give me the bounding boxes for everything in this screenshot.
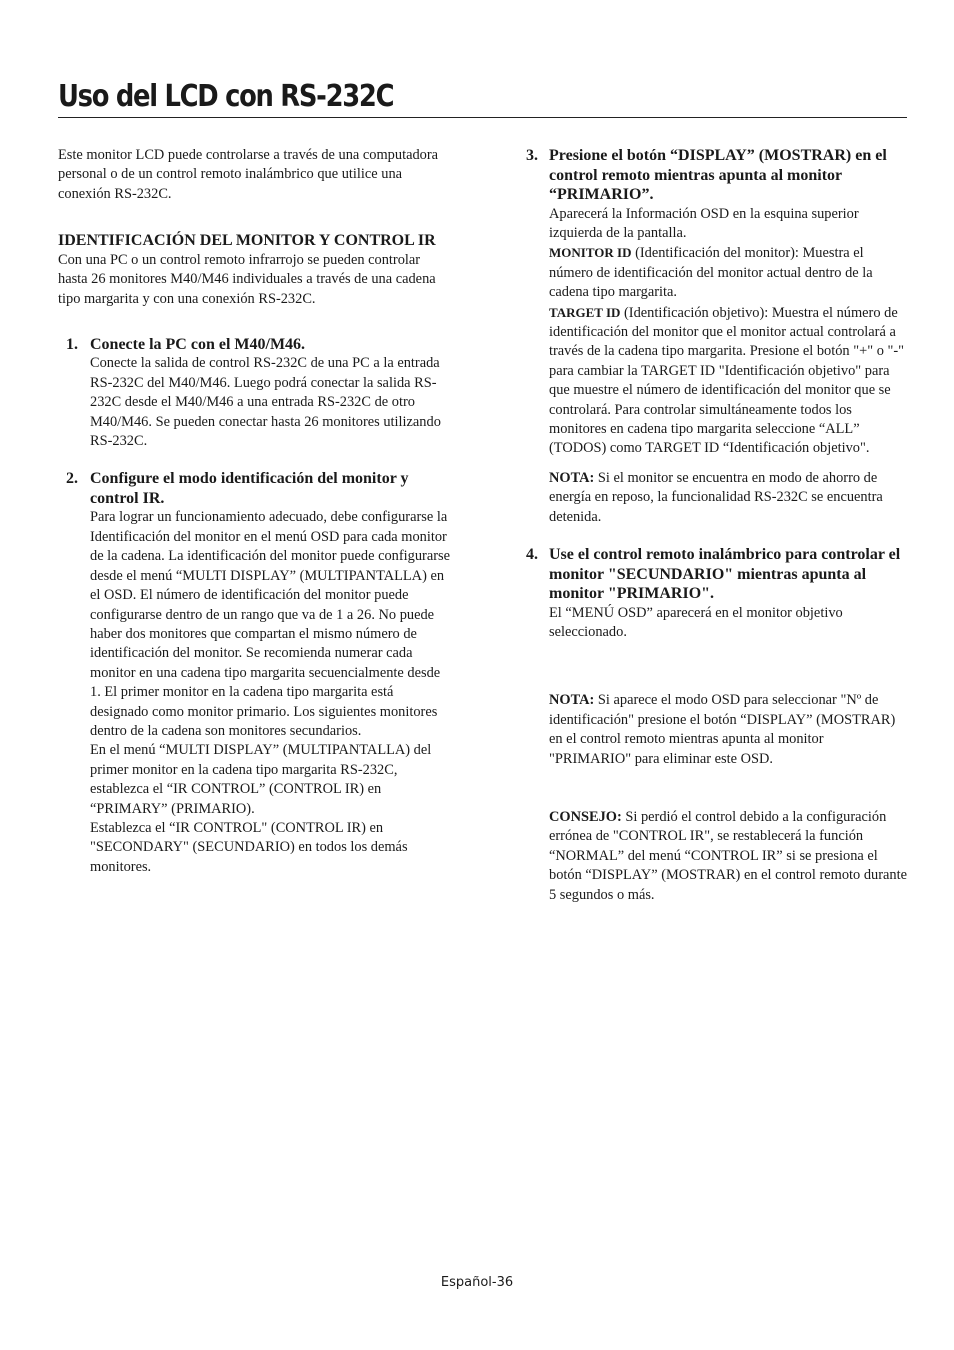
step-4 <box>524 545 908 905</box>
section-heading: IDENTIFICACIÓN DEL MONITOR Y CONTROL IR <box>58 232 436 250</box>
step-4-title: Use el control remoto inalámbrico para controlar el monitor "SECUNDARIO" mientras apunta al monitor "PRIMARIO". <box>549 546 901 602</box>
left-column <box>58 146 450 877</box>
tip-text: Si perdió el control debido a la configuración errónea de "CONTROL IR", se restablecerá la función “NORMAL” del menú “CONTROL IR” si se presiona el botón “DISPLAY” (MOSTRAR) en el control remoto durante 5 segundos o más. <box>549 808 907 903</box>
right-column <box>524 146 908 905</box>
intro-paragraph: Este monitor LCD puede controlarse a través de una computadora personal o de un control remoto inalámbrico que utilice una conexión RS-232C. <box>58 147 439 202</box>
step-1-number: 1. <box>66 335 78 353</box>
step-2-number: 2. <box>66 470 78 488</box>
monitor-id-label: MONITOR ID <box>549 245 632 261</box>
monitor-id-text: (Identificación del monitor): Muestra el número de identificación del monitor actual dentro de la cadena tipo margarita. <box>549 245 873 301</box>
step-2-body-3: Establezca el “IR CONTROL" (CONTROL IR) en "SECONDARY" (SECUNDARIO) en todos los demás monitores. <box>90 819 408 875</box>
step-2-body-2: En el menú “MULTI DISPLAY” (MULTIPANTALLA) del primer monitor en la cadena tipo margarita RS-232C, establezca el “IR CONTROL” (CONTROL IR) en “PRIMARY” (PRIMARIO). <box>90 742 432 817</box>
step-1 <box>58 335 450 452</box>
step-3 <box>524 146 908 527</box>
step-2 <box>58 469 450 877</box>
title-rule <box>58 117 907 118</box>
section-body: Con una PC o un control remoto infrarrojo se pueden controlar hasta 26 monitores M40/M46 individuales a través de una cadena tipo margarita y con una conexión RS-232C. <box>58 251 436 307</box>
target-id-text: (Identificación objetivo): Muestra el número de identificación del monitor que el monitor actual controlará a través de la cadena tipo margarita. Presione el botón "+" o "-" para cambiar la TARGET ID "Identificación objetivo" para que muestre el número de identificación del monitor que se controlará. Para controlar simultáneamente todos los monitores en cadena tipo margarita seleccione “ALL” (TODOS) como TARGET ID “Identificación objetivo". <box>549 304 905 457</box>
step-4-number: 4. <box>526 546 538 563</box>
note-2-label: NOTA: <box>549 692 595 709</box>
step-3-title: Presione el botón “DISPLAY” (MOSTRAR) en el control remoto mientras apunta al monitor “PRIMARIO”. <box>549 147 887 203</box>
tip <box>549 808 908 905</box>
step-3-number: 3. <box>526 147 538 164</box>
note-2-text: Si aparece el modo OSD para seleccionar "Nº de identificación" presione el botón “DISPLAY” (MOSTRAR) en el control remoto mientras apunta al monitor "PRIMARIO" para eliminar este OSD. <box>549 692 896 767</box>
step-2-body-1: Para lograr un funcionamiento adecuado, debe configurarse la Identificación del monitor en el menú OSD para cada monitor de la cadena. La identificación del monitor puede configurarse desde el menú “MULTI DISPLAY” (MULTIPANTALLA) en el OSD. El número de identificación del monitor puede configurarse dentro de un rango que va de 1 a 26. No puede haber dos monitores que compartan el mismo número de identificación del monitor. Se recomienda numerar cada monitor en una cadena tipo margarita secuencialmente desde 1. El primer monitor en la cadena tipo margarita está designado como monitor primario. Los siguientes monitores dentro de la cadena son monitores secundarios. <box>90 509 451 739</box>
step-1-body: Conecte la salida de control RS-232C de una PC a la entrada RS-232C del M40/M46. Luego podrá conectar la salida RS-232C desde el M40/M46 a una entrada RS-232C de otro M40/M46. Se pueden conectar hasta 26 monitores utilizando RS-232C. <box>90 355 441 450</box>
monitor-id-paragraph <box>549 243 908 302</box>
note-1 <box>549 469 908 527</box>
target-id-label: TARGET ID <box>549 304 621 320</box>
step-2-title: Configure el modo identificación del monitor y control IR. <box>90 470 409 507</box>
tip-label: CONSEJO: <box>549 808 622 825</box>
target-id-paragraph <box>549 303 908 459</box>
note-1-label: NOTA: <box>549 469 595 486</box>
step-1-title: Conecte la PC con el M40/M46. <box>90 335 306 353</box>
note-1-text: Si el monitor se encuentra en modo de ahorro de energía en reposo, la funcionalidad RS-232C se encuentra detenida. <box>549 469 883 525</box>
step-4-body: El “MENÚ OSD” aparecerá en el monitor objetivo seleccionado. <box>549 604 843 640</box>
note-2 <box>549 691 908 769</box>
step-3-body: Aparecerá la Información OSD en la esquina superior izquierda de la pantalla. <box>549 205 859 241</box>
page-footer: Español-36 <box>440 1275 514 1290</box>
page-title: Uso del LCD con RS-232C <box>58 79 394 114</box>
